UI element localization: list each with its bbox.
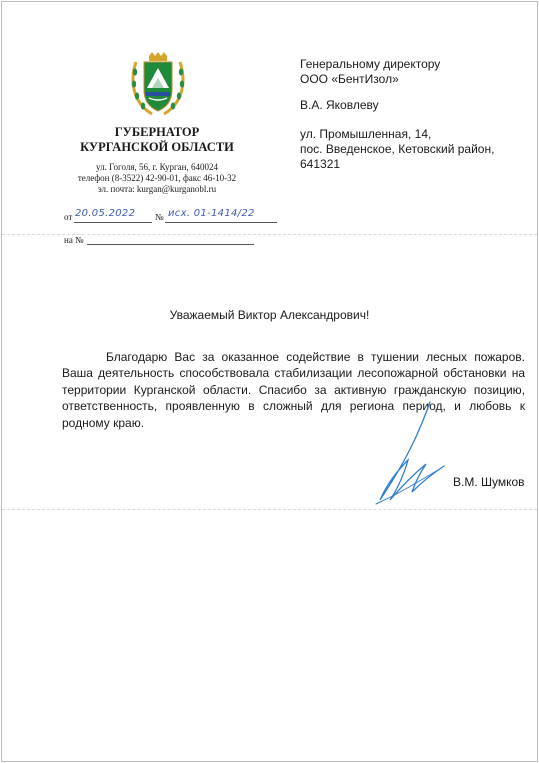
reg-date-rule [74,222,152,223]
sender-title-line2: КУРГАНСКОЙ ОБЛАСТИ [80,140,234,154]
letter-body-paragraph: Благодарю Вас за оказанное содействие в тушении лесных пожаров. Ваша деятельность способствовала стабилизации лесопожарной обстановки на территории Курганской области. Спасибо за активную гражданскую позицию, ответственность, проявленную в сложный для региона период, и любовь к родному краю. [62,350,525,430]
recipient-company: ООО «БентИзол» [300,72,399,86]
scan-artifact-line [2,509,537,510]
reg-date-handwritten: 20.05.2022 [75,208,136,219]
sender-address: ул. Гоголя, 56, г. Курган, 640024 [96,162,218,172]
reg-ref-label: на № [64,235,84,245]
signatory-name: В.М. Шумков [453,475,525,489]
scan-artifact-line [2,234,537,235]
handwritten-signature [368,400,448,508]
recipient-address-line1: ул. Промышленная, 14, [300,127,432,141]
reg-number-label: № [155,212,164,222]
coat-of-arms-emblem [130,52,186,118]
reg-from-label: от [64,212,73,222]
recipient-postcode: 641321 [300,157,341,171]
reg-number-handwritten: исх. 01-1414/22 [168,208,255,219]
letter-page [1,1,538,762]
letter-greeting: Уважаемый Виктор Александрович! [169,308,370,322]
recipient-name: В.А. Яковлеву [300,98,379,112]
letter-body [62,349,525,431]
reg-ref-rule [87,244,254,245]
recipient-address-line2: пос. Введенское, Кетовский район, [300,142,495,156]
sender-title-line1: ГУБЕРНАТОР [114,125,200,139]
reg-number-rule [165,222,277,223]
sender-phone: телефон (8-3522) 42-90-01, факс 46-10-32 [77,173,237,183]
sender-email: эл. почта: kurgan@kurganobl.ru [97,184,217,194]
recipient-position: Генеральному директору [300,57,441,71]
